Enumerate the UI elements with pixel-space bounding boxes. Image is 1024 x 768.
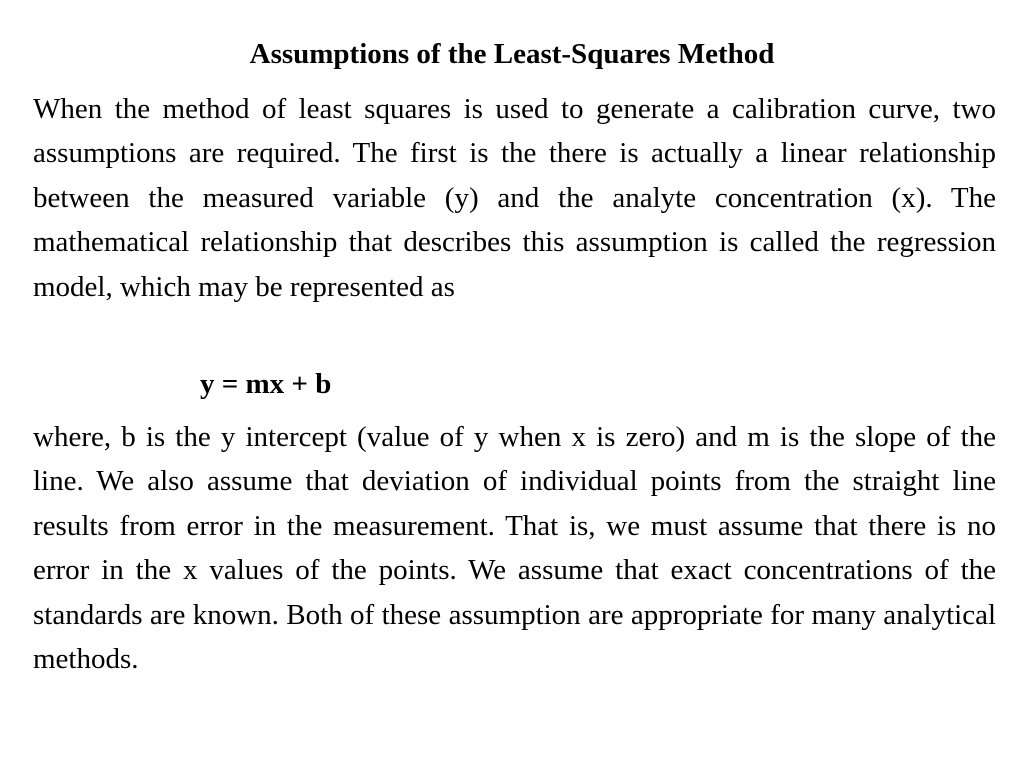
regression-equation: y = mx + b [200,368,332,400]
slide-title: Assumptions of the Least-Squares Method [249,38,775,70]
paragraph-assumptions-intro: When the method of least squares is used to generate a calibration curve, two assumptions are required. The first is the there is actually a linear relationship between the measured variable (y) and the analyte concentration (x). The mathematical relationship that describes this assumption is called the regression model, which may be represented as [33,93,996,303]
paragraph-assumptions-detail: where, b is the y intercept (value of y when x is zero) and m is the slope of the line. We also assume that deviation of individual points from the straight line results from error in the measurement. That is, we must assume that there is no error in the x values of the points. We assume that exact concentrations of the standards are known. Both of these assumption are appropriate for many analytical methods. [33,421,996,676]
